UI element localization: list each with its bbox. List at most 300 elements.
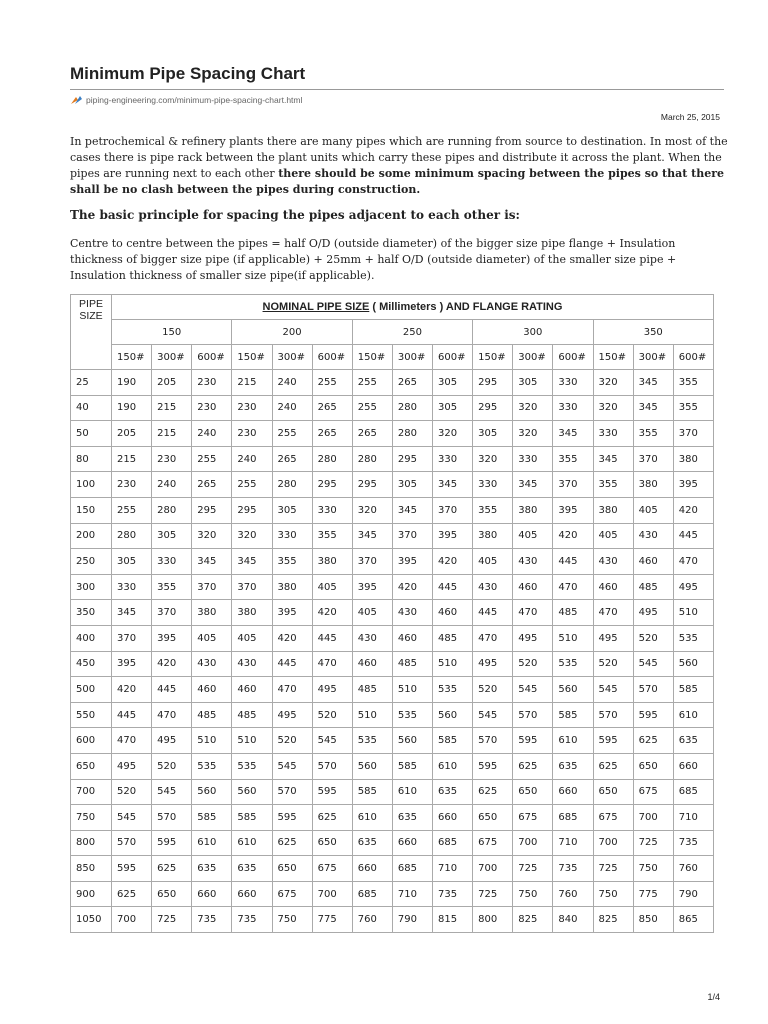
pipe-size-cell: 300 <box>71 574 112 600</box>
spacing-value-cell: 320 <box>433 421 473 447</box>
table-body <box>71 370 714 933</box>
table-row <box>71 779 714 805</box>
spacing-value-cell: 255 <box>192 446 232 472</box>
spacing-value-cell: 380 <box>673 446 713 472</box>
spacing-value-cell: 380 <box>232 600 272 626</box>
spacing-value-cell: 240 <box>272 395 312 421</box>
formula-paragraph: Centre to centre between the pipes = half O/D (outside diameter) of the bigger size pipe flange + Insulation thickness of bigger size pipe (if applicable) + 25mm + half O/D (outside diameter) of the smaller size pipe + Insulation thickness of smaller size pipe(if applicable). <box>70 237 677 282</box>
spacing-value-cell: 445 <box>272 651 312 677</box>
spacing-value-cell: 395 <box>673 472 713 498</box>
spacing-value-cell: 305 <box>473 421 513 447</box>
spacing-value-cell: 395 <box>352 574 392 600</box>
spacing-value-cell: 230 <box>192 370 232 396</box>
spacing-value-cell: 330 <box>112 574 152 600</box>
pipe-size-cell: 40 <box>71 395 112 421</box>
intro-paragraph <box>70 134 730 198</box>
spacing-value-cell: 405 <box>192 625 232 651</box>
spacing-value-cell: 495 <box>272 702 312 728</box>
page-title: Minimum Pipe Spacing Chart <box>70 64 306 83</box>
spacing-value-cell: 420 <box>312 600 352 626</box>
spacing-value-cell: 560 <box>673 651 713 677</box>
spacing-value-cell: 700 <box>312 881 352 907</box>
spacing-value-cell: 345 <box>593 446 633 472</box>
spacing-value-cell: 255 <box>352 370 392 396</box>
spacing-value-cell: 445 <box>673 523 713 549</box>
spacing-value-cell: 470 <box>593 600 633 626</box>
spacing-value-cell: 735 <box>553 856 593 882</box>
spacing-value-cell: 320 <box>192 523 232 549</box>
title-divider <box>70 89 724 90</box>
spacing-value-cell: 635 <box>553 753 593 779</box>
spacing-value-cell: 625 <box>513 753 553 779</box>
pipe-size-cell: 750 <box>71 805 112 831</box>
pipe-size-cell: 450 <box>71 651 112 677</box>
spacing-value-cell: 355 <box>152 574 192 600</box>
spacing-value-cell: 460 <box>192 677 232 703</box>
pipe-size-cell: 350 <box>71 600 112 626</box>
spacing-value-cell: 485 <box>433 625 473 651</box>
pipe-size-cell: 1050 <box>71 907 112 933</box>
spacing-value-cell: 305 <box>152 523 192 549</box>
spacing-value-cell: 280 <box>392 421 432 447</box>
table-row <box>71 574 714 600</box>
table-row <box>71 728 714 754</box>
pipe-size-cell: 850 <box>71 856 112 882</box>
pipe-spacing-table <box>70 294 714 933</box>
spacing-value-cell: 230 <box>112 472 152 498</box>
table-row <box>71 549 714 575</box>
spacing-value-cell: 685 <box>553 805 593 831</box>
pipe-size-label-1: PIPE <box>79 298 103 310</box>
spacing-value-cell: 430 <box>392 600 432 626</box>
spacing-value-cell: 230 <box>232 421 272 447</box>
spacing-value-cell: 330 <box>152 549 192 575</box>
spacing-value-cell: 485 <box>633 574 673 600</box>
spacing-value-cell: 370 <box>433 497 473 523</box>
flange-rating-header: 300# <box>152 345 192 370</box>
intro-text: In petrochemical & refinery plants there are many pipes which are running from source to destination. In most of the cases there is pipe rack between the plant units which carry these pipes and distribute it across the plant. When the pipes are running next to each other <box>70 135 728 180</box>
table-row <box>71 830 714 856</box>
spacing-value-cell: 265 <box>272 446 312 472</box>
spacing-value-cell: 495 <box>513 625 553 651</box>
spacing-value-cell: 495 <box>673 574 713 600</box>
spacing-value-cell: 255 <box>272 421 312 447</box>
spacing-value-cell: 685 <box>673 779 713 805</box>
spacing-value-cell: 570 <box>312 753 352 779</box>
spacing-value-cell: 495 <box>593 625 633 651</box>
spacing-value-cell: 625 <box>312 805 352 831</box>
spacing-value-cell: 355 <box>473 497 513 523</box>
spacing-value-cell: 265 <box>312 395 352 421</box>
spacing-value-cell: 405 <box>232 625 272 651</box>
spacing-value-cell: 485 <box>192 702 232 728</box>
spacing-value-cell: 660 <box>232 881 272 907</box>
spacing-value-cell: 610 <box>392 779 432 805</box>
spacing-value-cell: 380 <box>312 549 352 575</box>
spacing-value-cell: 545 <box>513 677 553 703</box>
pipe-size-cell: 500 <box>71 677 112 703</box>
spacing-value-cell: 535 <box>553 651 593 677</box>
spacing-value-cell: 595 <box>513 728 553 754</box>
spacing-value-cell: 750 <box>633 856 673 882</box>
spacing-value-cell: 305 <box>392 472 432 498</box>
spacing-value-cell: 635 <box>352 830 392 856</box>
spacing-value-cell: 320 <box>593 395 633 421</box>
pipe-size-cell: 700 <box>71 779 112 805</box>
spacing-value-cell: 510 <box>553 625 593 651</box>
spacing-value-cell: 355 <box>272 549 312 575</box>
spacing-value-cell: 405 <box>513 523 553 549</box>
spacing-value-cell: 700 <box>633 805 673 831</box>
spacing-value-cell: 725 <box>593 856 633 882</box>
spacing-value-cell: 445 <box>312 625 352 651</box>
flange-rating-header: 300# <box>272 345 312 370</box>
spacing-value-cell: 470 <box>312 651 352 677</box>
spacing-value-cell: 625 <box>272 830 312 856</box>
spacing-value-cell: 320 <box>232 523 272 549</box>
spacing-value-cell: 430 <box>513 549 553 575</box>
spacing-value-cell: 585 <box>352 779 392 805</box>
pipe-size-cell: 650 <box>71 753 112 779</box>
nominal-size-header: 200 <box>232 320 352 345</box>
spacing-value-cell: 215 <box>152 395 192 421</box>
spacing-value-cell: 395 <box>112 651 152 677</box>
spacing-value-cell: 355 <box>553 446 593 472</box>
spacing-value-cell: 570 <box>473 728 513 754</box>
spacing-value-cell: 430 <box>352 625 392 651</box>
spacing-value-cell: 850 <box>633 907 673 933</box>
spacing-value-cell: 685 <box>433 830 473 856</box>
spacing-value-cell: 305 <box>433 370 473 396</box>
spacing-value-cell: 280 <box>112 523 152 549</box>
spacing-value-cell: 495 <box>152 728 192 754</box>
spacing-value-cell: 265 <box>192 472 232 498</box>
spacing-value-cell: 700 <box>513 830 553 856</box>
spacing-value-cell: 685 <box>392 856 432 882</box>
spacing-value-cell: 330 <box>513 446 553 472</box>
spacing-value-cell: 460 <box>352 651 392 677</box>
spacing-value-cell: 560 <box>553 677 593 703</box>
spacing-value-cell: 495 <box>112 753 152 779</box>
spacing-value-cell: 485 <box>392 651 432 677</box>
spacing-value-cell: 330 <box>553 395 593 421</box>
flange-rating-row <box>71 345 714 370</box>
source-url-link[interactable]: piping-engineering.com/minimum-pipe-spacing-chart.html <box>86 95 303 105</box>
spacing-value-cell: 430 <box>232 651 272 677</box>
spacing-value-cell: 520 <box>312 702 352 728</box>
flange-rating-label: ( Millimeters ) AND FLANGE RATING <box>369 301 563 313</box>
spacing-value-cell: 635 <box>433 779 473 805</box>
spacing-value-cell: 560 <box>232 779 272 805</box>
spacing-value-cell: 445 <box>112 702 152 728</box>
flange-rating-header: 150# <box>352 345 392 370</box>
spacing-value-cell: 750 <box>272 907 312 933</box>
spacing-value-cell: 710 <box>673 805 713 831</box>
spacing-value-cell: 280 <box>272 472 312 498</box>
spacing-value-cell: 610 <box>673 702 713 728</box>
pipe-size-header <box>71 295 112 370</box>
spacing-value-cell: 865 <box>673 907 713 933</box>
spacing-value-cell: 355 <box>673 370 713 396</box>
spacing-value-cell: 355 <box>633 421 673 447</box>
spacing-value-cell: 610 <box>433 753 473 779</box>
spacing-value-cell: 255 <box>232 472 272 498</box>
spacing-value-cell: 650 <box>152 881 192 907</box>
spacing-value-cell: 750 <box>593 881 633 907</box>
spacing-value-cell: 460 <box>392 625 432 651</box>
spacing-value-cell: 445 <box>553 549 593 575</box>
spacing-value-cell: 595 <box>272 805 312 831</box>
spacing-value-cell: 840 <box>553 907 593 933</box>
spacing-value-cell: 585 <box>433 728 473 754</box>
flange-rating-header: 300# <box>513 345 553 370</box>
spacing-value-cell: 355 <box>593 472 633 498</box>
spacing-value-cell: 650 <box>272 856 312 882</box>
nominal-size-row <box>71 320 714 345</box>
spacing-value-cell: 610 <box>232 830 272 856</box>
spacing-value-cell: 710 <box>392 881 432 907</box>
table-row <box>71 881 714 907</box>
spacing-value-cell: 520 <box>112 779 152 805</box>
spacing-value-cell: 650 <box>513 779 553 805</box>
spacing-value-cell: 470 <box>112 728 152 754</box>
spacing-value-cell: 675 <box>513 805 553 831</box>
spacing-value-cell: 240 <box>152 472 192 498</box>
source-url-row[interactable] <box>70 95 302 105</box>
spacing-value-cell: 345 <box>513 472 553 498</box>
spacing-value-cell: 345 <box>112 600 152 626</box>
spacing-value-cell: 560 <box>352 753 392 779</box>
spacing-value-cell: 775 <box>633 881 673 907</box>
spacing-value-cell: 265 <box>392 370 432 396</box>
spacing-value-cell: 595 <box>312 779 352 805</box>
nominal-size-header: 350 <box>593 320 714 345</box>
pipe-size-cell: 200 <box>71 523 112 549</box>
spacing-value-cell: 320 <box>352 497 392 523</box>
spacing-value-cell: 735 <box>232 907 272 933</box>
spacing-value-cell: 345 <box>433 472 473 498</box>
spacing-value-cell: 470 <box>473 625 513 651</box>
spacing-value-cell: 470 <box>673 549 713 575</box>
spacing-value-cell: 190 <box>112 395 152 421</box>
spacing-value-cell: 240 <box>232 446 272 472</box>
spacing-value-cell: 255 <box>312 370 352 396</box>
spacing-value-cell: 520 <box>633 625 673 651</box>
spacing-value-cell: 710 <box>553 830 593 856</box>
table-row <box>71 497 714 523</box>
spacing-value-cell: 395 <box>272 600 312 626</box>
table-row <box>71 395 714 421</box>
spacing-value-cell: 395 <box>433 523 473 549</box>
spacing-value-cell: 380 <box>633 472 673 498</box>
spacing-value-cell: 570 <box>152 805 192 831</box>
spacing-value-cell: 510 <box>352 702 392 728</box>
table-row <box>71 523 714 549</box>
spacing-value-cell: 320 <box>473 446 513 472</box>
spacing-value-cell: 495 <box>473 651 513 677</box>
spacing-value-cell: 420 <box>553 523 593 549</box>
spacing-value-cell: 635 <box>232 856 272 882</box>
spacing-value-cell: 240 <box>272 370 312 396</box>
spacing-value-cell: 485 <box>553 600 593 626</box>
spacing-value-cell: 610 <box>192 830 232 856</box>
pipe-size-cell: 800 <box>71 830 112 856</box>
spacing-value-cell: 380 <box>272 574 312 600</box>
spacing-value-cell: 825 <box>593 907 633 933</box>
spacing-value-cell: 420 <box>272 625 312 651</box>
table-row <box>71 753 714 779</box>
spacing-value-cell: 380 <box>473 523 513 549</box>
spacing-value-cell: 240 <box>192 421 232 447</box>
spacing-value-cell: 735 <box>673 830 713 856</box>
spacing-value-cell: 545 <box>473 702 513 728</box>
spacing-value-cell: 585 <box>392 753 432 779</box>
table-row <box>71 907 714 933</box>
spacing-value-cell: 625 <box>152 856 192 882</box>
spacing-value-cell: 420 <box>433 549 473 575</box>
spacing-value-cell: 815 <box>433 907 473 933</box>
spacing-value-cell: 265 <box>312 421 352 447</box>
spacing-value-cell: 345 <box>553 421 593 447</box>
spacing-value-cell: 595 <box>112 856 152 882</box>
spacing-value-cell: 610 <box>352 805 392 831</box>
spacing-value-cell: 470 <box>152 702 192 728</box>
pipe-size-cell: 400 <box>71 625 112 651</box>
spacing-value-cell: 510 <box>392 677 432 703</box>
spacing-value-cell: 725 <box>633 830 673 856</box>
publish-date: March 25, 2015 <box>660 112 720 122</box>
spacing-value-cell: 330 <box>433 446 473 472</box>
spacing-value-cell: 295 <box>392 446 432 472</box>
table-row <box>71 600 714 626</box>
spacing-value-cell: 485 <box>352 677 392 703</box>
pipe-size-cell: 550 <box>71 702 112 728</box>
spacing-value-cell: 495 <box>633 600 673 626</box>
spacing-value-cell: 460 <box>232 677 272 703</box>
spacing-value-cell: 725 <box>513 856 553 882</box>
spacing-value-cell: 650 <box>633 753 673 779</box>
spacing-value-cell: 380 <box>513 497 553 523</box>
nominal-size-header: 150 <box>112 320 232 345</box>
spacing-value-cell: 420 <box>392 574 432 600</box>
spacing-value-cell: 700 <box>593 830 633 856</box>
spacing-value-cell: 535 <box>192 753 232 779</box>
spacing-value-cell: 635 <box>192 856 232 882</box>
spacing-value-cell: 330 <box>272 523 312 549</box>
spacing-value-cell: 650 <box>593 779 633 805</box>
spacing-value-cell: 760 <box>352 907 392 933</box>
spacing-value-cell: 345 <box>633 370 673 396</box>
spacing-value-cell: 545 <box>272 753 312 779</box>
spacing-value-cell: 345 <box>192 549 232 575</box>
spacing-value-cell: 380 <box>593 497 633 523</box>
spacing-value-cell: 660 <box>192 881 232 907</box>
spacing-value-cell: 305 <box>272 497 312 523</box>
spacing-value-cell: 305 <box>433 395 473 421</box>
spacing-value-cell: 545 <box>633 651 673 677</box>
pipe-size-cell: 100 <box>71 472 112 498</box>
bookmark-icon <box>70 95 83 105</box>
flange-rating-header: 150# <box>232 345 272 370</box>
principle-heading: The basic principle for spacing the pipes adjacent to each other is: <box>70 208 520 222</box>
spacing-value-cell: 265 <box>352 421 392 447</box>
spacing-value-cell: 405 <box>593 523 633 549</box>
spacing-value-cell: 585 <box>553 702 593 728</box>
spacing-value-cell: 775 <box>312 907 352 933</box>
spacing-value-cell: 405 <box>633 497 673 523</box>
spacing-value-cell: 430 <box>473 574 513 600</box>
table-row <box>71 625 714 651</box>
spacing-value-cell: 430 <box>593 549 633 575</box>
table-main-header <box>112 295 714 320</box>
spacing-value-cell: 380 <box>192 600 232 626</box>
spacing-value-cell: 295 <box>192 497 232 523</box>
spacing-value-cell: 420 <box>152 651 192 677</box>
spacing-value-cell: 230 <box>192 395 232 421</box>
spacing-value-cell: 650 <box>473 805 513 831</box>
spacing-value-cell: 510 <box>433 651 473 677</box>
flange-rating-header: 150# <box>593 345 633 370</box>
spacing-value-cell: 405 <box>312 574 352 600</box>
spacing-value-cell: 420 <box>112 677 152 703</box>
spacing-value-cell: 215 <box>112 446 152 472</box>
spacing-value-cell: 230 <box>152 446 192 472</box>
spacing-value-cell: 560 <box>192 779 232 805</box>
spacing-value-cell: 660 <box>673 753 713 779</box>
table-row <box>71 677 714 703</box>
spacing-value-cell: 675 <box>272 881 312 907</box>
spacing-value-cell: 520 <box>593 651 633 677</box>
spacing-value-cell: 330 <box>553 370 593 396</box>
spacing-value-cell: 295 <box>352 472 392 498</box>
spacing-value-cell: 660 <box>392 830 432 856</box>
intro-emphasis: there should be some minimum spacing between the pipes so that there shall be no clash between the pipes during construction. <box>70 167 725 196</box>
spacing-value-cell: 395 <box>392 549 432 575</box>
spacing-value-cell: 295 <box>473 370 513 396</box>
spacing-value-cell: 710 <box>433 856 473 882</box>
spacing-value-cell: 570 <box>593 702 633 728</box>
spacing-value-cell: 585 <box>673 677 713 703</box>
spacing-value-cell: 345 <box>392 497 432 523</box>
spacing-value-cell: 825 <box>513 907 553 933</box>
spacing-value-cell: 320 <box>513 421 553 447</box>
table-row <box>71 856 714 882</box>
spacing-value-cell: 675 <box>312 856 352 882</box>
flange-rating-header: 300# <box>633 345 673 370</box>
spacing-value-cell: 570 <box>112 830 152 856</box>
spacing-value-cell: 625 <box>473 779 513 805</box>
spacing-value-cell: 735 <box>192 907 232 933</box>
table-row <box>71 805 714 831</box>
spacing-value-cell: 345 <box>352 523 392 549</box>
spacing-value-cell: 585 <box>192 805 232 831</box>
spacing-value-cell: 790 <box>392 907 432 933</box>
table-row <box>71 651 714 677</box>
spacing-value-cell: 570 <box>272 779 312 805</box>
flange-rating-header: 150# <box>112 345 152 370</box>
pipe-size-cell: 600 <box>71 728 112 754</box>
spacing-value-cell: 625 <box>593 753 633 779</box>
spacing-value-cell: 430 <box>192 651 232 677</box>
spacing-value-cell: 760 <box>673 856 713 882</box>
spacing-value-cell: 595 <box>633 702 673 728</box>
spacing-value-cell: 685 <box>352 881 392 907</box>
spacing-value-cell: 545 <box>152 779 192 805</box>
spacing-value-cell: 190 <box>112 370 152 396</box>
spacing-value-cell: 610 <box>553 728 593 754</box>
spacing-value-cell: 215 <box>152 421 192 447</box>
pipe-size-cell: 80 <box>71 446 112 472</box>
